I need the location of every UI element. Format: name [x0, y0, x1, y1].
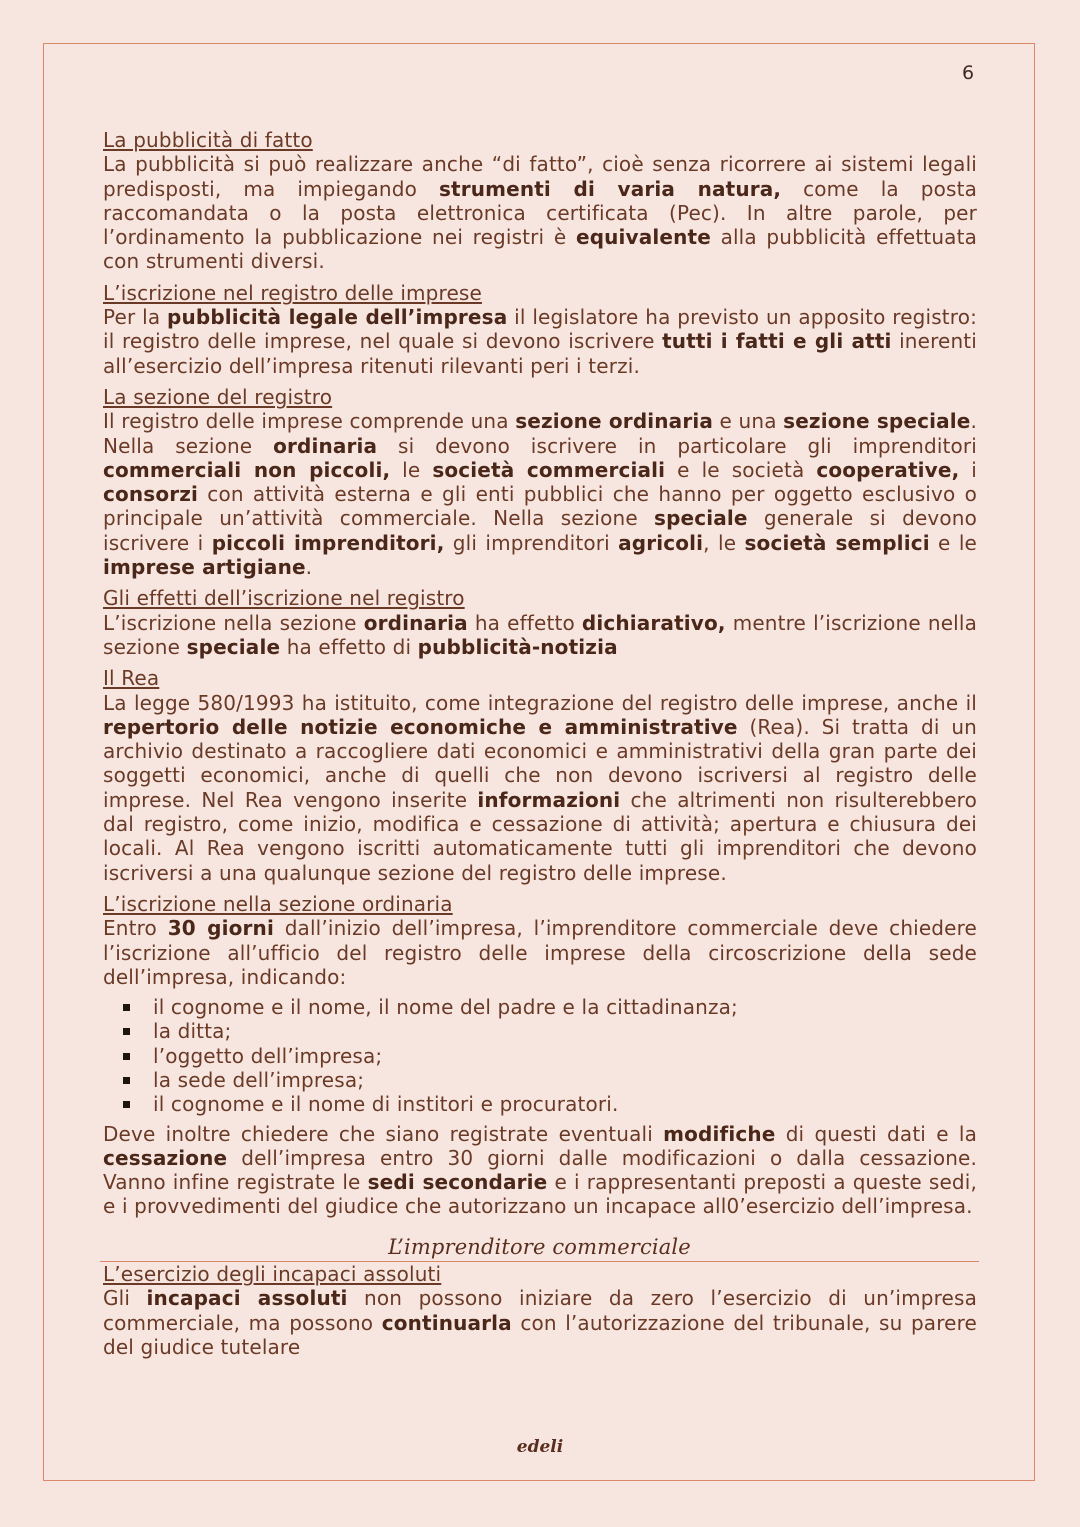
paragraph-sezione-registro: Il registro delle imprese comprende una sezione ordinaria e una sezione speciale. Nella sezione ordinaria si devono iscrivere in particolare gli imprenditori commerciali non piccoli, le società commerciali e le società cooperative, i consorzi con attività esterna e gli enti pubblici che hanno per oggetto esclusivo o principale un’attività commerciale. Nella sezione speciale generale si devono iscrivere i piccoli imprenditori, gli imprenditori agricoli, le società semplici e le imprese artigiane. [103, 409, 977, 580]
paragraph-rea: La legge 580/1993 ha istituito, come integrazione del registro delle imprese, anche il repertorio delle notizie economiche e amministrative (Rea). Si tratta di un archivio destinato a raccogliere dati economici e amministrativi della gran parte dei soggetti economici, anche di quelli che non devono iscriversi al registro delle imprese. Nel Rea vengono inserite informazioni che altrimenti non risulterebbero dal registro, come inizio, modifica e cessazione di attività; apertura e chiusura dei locali. Al Rea vengono iscritti automaticamente tutti gli imprenditori che devono iscriversi a una qualunque sezione del registro delle imprese. [103, 690, 977, 885]
footer-signature: edeli [516, 1437, 564, 1457]
heading-pubblicita-di-fatto: La pubblicità di fatto [103, 128, 313, 152]
chapter-title: L’imprenditore commerciale [100, 1235, 979, 1262]
document-body [103, 128, 977, 1359]
list-item: il cognome e il nome di institori e procuratori. [153, 1092, 977, 1116]
heading-sezione-registro: La sezione del registro [103, 384, 333, 409]
page-number: 6 [962, 62, 975, 84]
heading-rea: Il Rea [103, 666, 160, 691]
heading-incapaci-assoluti: L’esercizio degli incapaci assoluti [103, 1262, 442, 1287]
paragraph-incapaci-assoluti: Gli incapaci assoluti non possono iniziare da zero l’esercizio di un’impresa commerciale, ma possono continuarla con l’autorizzazione del tribunale, su parere del giudice tutelare [103, 1286, 977, 1359]
paragraph-iscrizione-sezione-ordinaria: Entro 30 giorni dall’inizio dell’impresa, l’imprenditore commerciale deve chiedere l’iscrizione all’ufficio del registro delle imprese della circoscrizione della sede dell’impresa, indicando: [103, 916, 977, 989]
paragraph-pubblicita-di-fatto: La pubblicità si può realizzare anche “di fatto”, cioè senza ricorrere ai sistemi legali predisposti, ma impiegando strumenti di varia natura, come la posta raccomandata o la posta elettronica certificata (Pec). In altre parole, per l’ordinamento la pubblicazione nei registri è equivalente alla pubblicità effettuata con strumenti diversi. [103, 152, 977, 274]
list-item: la sede dell’impresa; [153, 1068, 977, 1092]
heading-iscrizione-registro: L’iscrizione nel registro delle imprese [103, 280, 482, 305]
list-item: il cognome e il nome, il nome del padre e la cittadinanza; [153, 995, 977, 1019]
paragraph-effetti-iscrizione: L’iscrizione nella sezione ordinaria ha effetto dichiarativo, mentre l’iscrizione nella sezione speciale ha effetto di pubblicità-notizia [103, 610, 977, 659]
heading-iscrizione-sezione-ordinaria: L’iscrizione nella sezione ordinaria [103, 891, 453, 916]
requirements-list [103, 995, 977, 1116]
list-item: l’oggetto dell’impresa; [153, 1044, 977, 1068]
list-item: la ditta; [153, 1019, 977, 1043]
paragraph-modifiche: Deve inoltre chiedere che siano registrate eventuali modifiche di questi dati e la cessazione dell’impresa entro 30 giorni dalle modificazioni o dalla cessazione. Vanno infine registrate le sedi secondarie e i rappresentanti preposti a queste sedi, e i provvedimenti del giudice che autorizzano un incapace all0’esercizio dell’impresa. [103, 1121, 977, 1219]
paragraph-iscrizione-registro: Per la pubblicità legale dell’impresa il legislatore ha previsto un apposito registro: il registro delle imprese, nel quale si devono iscrivere tutti i fatti e gli atti inerenti all’esercizio dell’impresa ritenuti rilevanti peri i terzi. [103, 305, 978, 378]
heading-effetti-iscrizione: Gli effetti dell’iscrizione nel registro [103, 586, 465, 611]
